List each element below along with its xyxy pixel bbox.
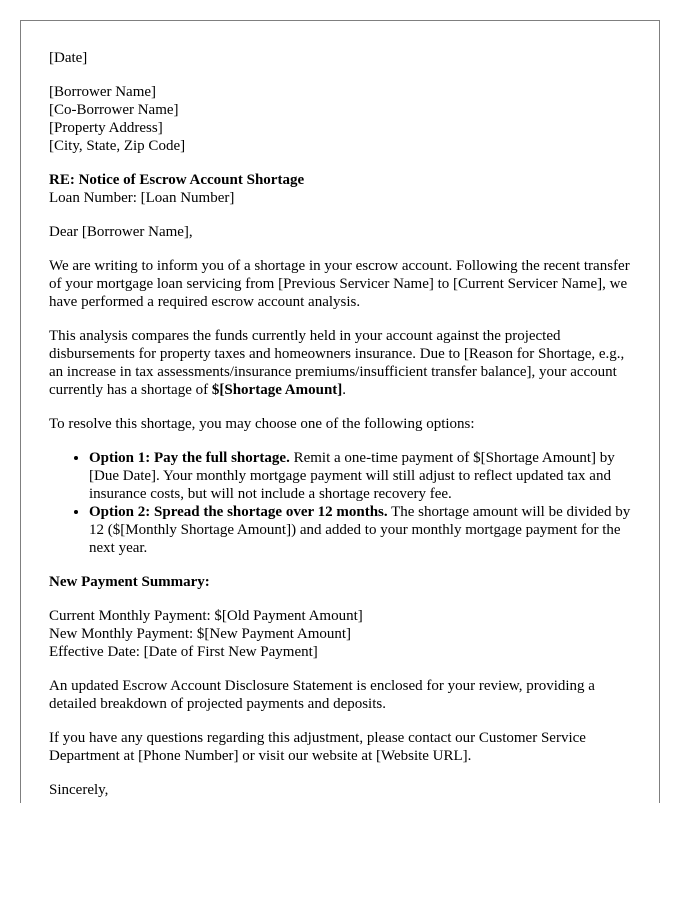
paragraph-contact: If you have any questions regarding this adjustment, please contact our Customer Service Department at [Phone Number] or visit our website at [Website URL].: [49, 730, 586, 764]
current-payment: Current Monthly Payment: $[Old Payment Amount]: [49, 608, 363, 624]
summary-block: [49, 607, 637, 661]
closing: Sincerely,: [49, 782, 109, 798]
effective-date: Effective Date: [Date of First New Payment]: [49, 644, 318, 660]
shortage-amount: $[Shortage Amount]: [211, 382, 343, 398]
loan-number: Loan Number: [Loan Number]: [49, 190, 235, 206]
option-item: [89, 449, 637, 503]
summary-heading-text: New Payment Summary:: [49, 574, 210, 590]
options-intro: To resolve this shortage, you may choose one of the following options:: [49, 416, 475, 432]
option-text: Remit a one-time payment of $[Shortage Amount] by [Due Date]. Your monthly mortgage payment will still adjust to reflect updated tax and insurance costs, but will not include a shortage recovery fee.: [89, 450, 615, 502]
paragraph-intro: We are writing to inform you of a shortage in your escrow account. Following the recent transfer of your mortgage loan servicing from [Previous Servicer Name] to [Current Servicer Name], we have performed a required escrow account analysis.: [49, 258, 630, 310]
recipient-block: [49, 83, 637, 155]
option-title: Option 1: Pay the full shortage.: [89, 450, 290, 466]
property-address: [Property Address]: [49, 120, 163, 136]
letter-content: [49, 49, 637, 803]
paragraph-disclosure: An updated Escrow Account Disclosure Statement is enclosed for your review, providing a detailed breakdown of projected payments and deposits.: [49, 678, 595, 712]
re-line: RE: Notice of Escrow Account Shortage: [49, 172, 305, 188]
summary-heading: [49, 573, 637, 591]
paragraph-analysis: [49, 327, 637, 399]
new-payment: New Monthly Payment: $[New Payment Amount]: [49, 626, 352, 642]
analysis-end: .: [342, 382, 347, 398]
subject-block: [49, 171, 637, 207]
options-list: [49, 449, 637, 557]
letter-date: [Date]: [49, 50, 88, 66]
borrower-name: [Borrower Name]: [49, 84, 157, 100]
salutation: Dear [Borrower Name],: [49, 224, 193, 240]
option-title: Option 2: Spread the shortage over 12 months.: [89, 504, 388, 520]
analysis-text: This analysis compares the funds currently held in your account against the projected disbursements for property taxes and homeowners insurance. Due to [Reason for Shortage, e.g., an increase in tax assessments/insurance premiums/insufficient transfer balance], your account currently has a shortage of: [49, 328, 625, 398]
option-item: [89, 503, 637, 557]
option-text: The shortage amount will be divided by 12 ($[Monthly Shortage Amount]) and added to your monthly mortgage payment for the next year.: [89, 504, 631, 556]
city-state-zip: [City, State, Zip Code]: [49, 138, 186, 154]
co-borrower-name: [Co-Borrower Name]: [49, 102, 179, 118]
letter-page: [20, 20, 660, 803]
